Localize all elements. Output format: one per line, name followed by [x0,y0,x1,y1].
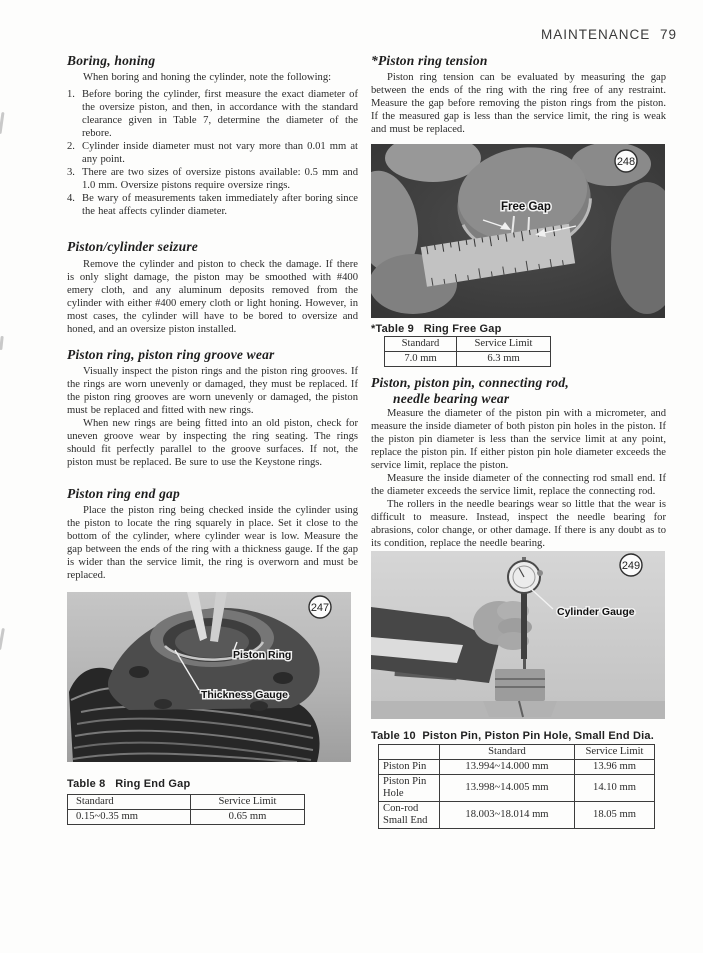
table10 [378,744,655,829]
table-cell: 13.998~14.005 mm [440,775,575,802]
paragraph-groove-wear-1: Visually inspect the piston rings and the piston ring grooves. If the rings are worn unevenly or damaged, they must be replaced. If the piston ring grooves are worn unevenly or damaged, the piston must be replaced and fitted with new rings. [67,366,358,416]
section-heading-ring-tension: *Piston ring tension [371,53,488,68]
table-cell: 7.0 mm [385,352,457,367]
section-heading-piston-cylinder-seizure: Piston/cylinder seizure [67,239,198,254]
table-row [379,745,655,760]
table-row [379,760,655,775]
page-header: MAINTENANCE 79 [540,27,677,42]
table-header-cell [379,745,440,760]
list-number: 1. [67,89,75,100]
list-item [67,140,358,166]
table-row [68,795,305,810]
table-row [379,802,655,829]
list-text: Before boring the cylinder, first measure the exact diameter of the oversize piston, and then, in accordance with the standard clearance given in Table 7, determine the diameter of the rebore. [82,89,358,139]
table-header-cell: Service Limit [457,337,551,352]
paragraph-seizure: Remove the cylinder and piston to check the damage. If there is only slight damage, the piston may be smoothed with #400 emery cloth, and any aluminum deposits removed from the cylinder with either #400 emery cloth or light honing. However, in most cases, the cylinder will have to be bored to oversize and honed, and an oversize piston installed. [67,259,358,335]
heading-line1: Piston, piston pin, connecting rod, [371,375,569,390]
photo-label-piston-ring: Piston Ring [233,649,292,661]
figure-number-badge [620,554,642,576]
table-row [385,352,551,367]
list-number: 4. [67,193,75,204]
paragraph-pin-1: Measure the diameter of the piston pin with a micrometer, and measure the inside diameter of both piston pin holes in the piston. If the piston pin diameter is less than the service limit at any point, replace the piston pin. If either piston pin hole diameter exceeds the service limit, replace the piston. [371,408,666,471]
left-column [67,0,358,825]
photo-label-free-gap: Free Gap [501,201,551,213]
numbered-list [67,88,358,218]
list-item [67,166,358,192]
table-cell: 18.05 mm [575,802,655,829]
photo-label-thickness-gauge: Thickness Gauge [201,689,288,701]
table-row [68,810,305,825]
list-text: There are two sizes of oversize pistons available: 0.5 mm and 1.0 mm. Oversize pistons require oversize rings. [82,167,358,191]
list-item [67,88,358,140]
table8-caption: Table 8 Ring End Gap [67,778,191,790]
photo-ring-free-gap [371,144,665,318]
section-heading-boring-honing: Boring, honing [67,53,156,68]
list-number: 2. [67,141,75,152]
table-row [379,775,655,802]
paragraph-pin-3: The rollers in the needle bearings wear so little that the wear is difficult to measure. Instead, inspect the needle bearing for abrasions, color change, or other damage. If there is any doubt as to its condition, replace the needle bearing. [371,499,666,549]
table-cell: 0.65 mm [191,810,305,825]
piston-on-block [495,669,545,701]
table9 [384,336,551,367]
paragraph-boring-intro: When boring and honing the cylinder, note the following: [83,72,332,83]
list-text: Be wary of measurements taken immediately after boring since the heat affects cylinder diameter. [82,193,358,217]
table8 [67,794,305,825]
photo-label-cylinder-gauge: Cylinder Gauge [557,606,635,618]
table-header-cell: Standard [68,795,191,810]
svg-text:247: 247 [310,602,330,614]
scan-artifact-mark [0,336,4,350]
table-header-cell: Standard [440,745,575,760]
table-cell: 6.3 mm [457,352,551,367]
paragraph-ring-tension: Piston ring tension can be evaluated by measuring the gap between the ends of the ring with the ring free of any restraint. Measure the gap before removing the piston rings from the piston. If the measured gap is less than the service limit, the ring is weak and must be replaced. [371,72,666,135]
figure-photo-248 [371,144,666,318]
figure-photo-247 [67,592,358,762]
table-header-cell: Service Limit [575,745,655,760]
table-row-label: Piston Pin [379,760,440,775]
figure-number-badge [615,150,637,172]
table-cell: 13.96 mm [575,760,655,775]
section-heading-ring-groove-wear: Piston ring, piston ring groove wear [67,347,275,362]
paragraph-pin-2: Measure the inside diameter of the connecting rod small end. If the diameter exceeds the service limit, replace the connecting rod. [371,473,666,497]
table9-caption: *Table 9 Ring Free Gap [371,323,502,335]
list-item [67,192,358,218]
svg-text:248: 248 [616,156,636,168]
scan-artifact-mark [0,628,5,650]
photo-cylinder-thickness-gauge [67,592,351,762]
table-row [385,337,551,352]
scan-artifact-mark [0,112,5,134]
table-cell: 13.994~14.000 mm [440,760,575,775]
gauge-rod [521,591,527,659]
figure-photo-249 [371,551,666,719]
table-row-label: Con-rod Small End [379,802,440,829]
list-number: 3. [67,167,75,178]
section-heading-ring-end-gap: Piston ring end gap [67,486,180,501]
table-row-label: Piston Pin Hole [379,775,440,802]
table-cell: 14.10 mm [575,775,655,802]
svg-text:249: 249 [621,560,641,572]
paragraph-groove-wear-2: When new rings are being fitted into an old piston, check for uneven groove wear by inspecting the ring seating. The rings should fit perfectly parallel to the groove surfaces. If not, the piston must be replaced. Be sure to use the Keystone rings. [67,418,358,468]
paragraph-ring-end-gap: Place the piston ring being checked inside the cylinder using the piston to locate the ring squarely in place. Set it close to the bottom of the cylinder, where cylinder wear is low. Measure the gap between the ends of the ring with a thickness gauge. If the gap is wider than the service limit, the ring is overworn and must be replaced. [67,505,358,581]
section-heading-pin-rod-bearing [371,375,666,407]
table-cell: 18.003~18.014 mm [440,802,575,829]
photo-cylinder-gauge [371,551,665,719]
table-header-cell: Standard [385,337,457,352]
heading-line2: needle bearing wear [393,391,510,406]
table10-caption: Table 10 Piston Pin, Piston Pin Hole, Small End Dia. [371,730,655,742]
table-cell: 0.15~0.35 mm [68,810,191,825]
table-header-cell: Service Limit [191,795,305,810]
list-text: Cylinder inside diameter must not vary more than 0.01 mm at any point. [82,141,358,165]
figure-number-badge [309,596,331,618]
right-column [371,0,666,829]
